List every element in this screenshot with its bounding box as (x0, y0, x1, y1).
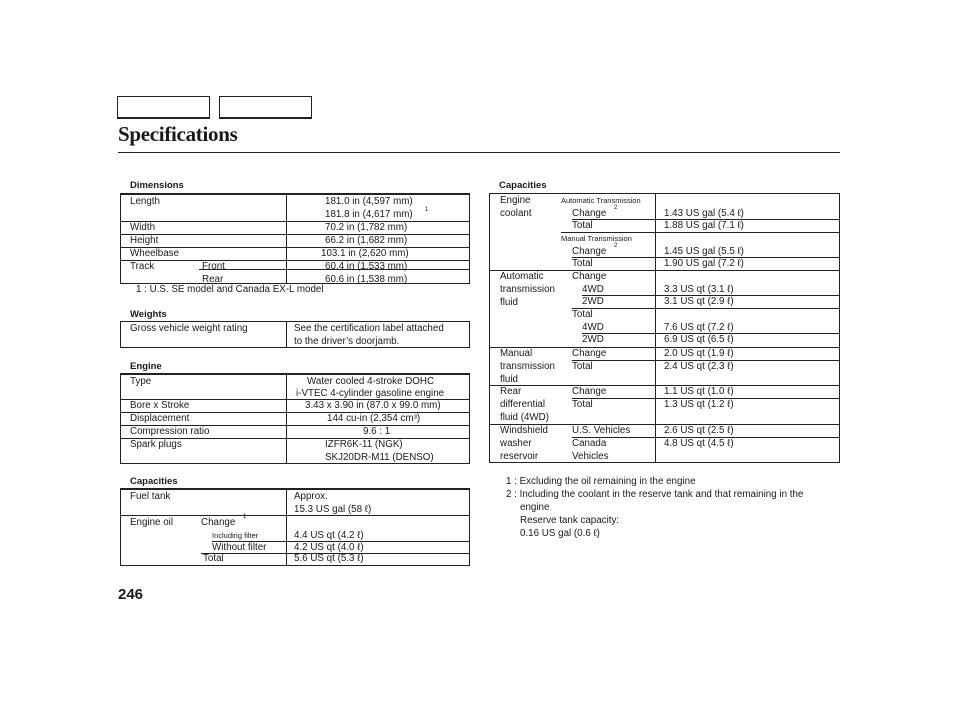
gvwr-value-line1: See the certification label attached (294, 323, 444, 334)
canada-label-line1: Canada (572, 438, 607, 449)
at-coolant-total-label: Total (572, 220, 593, 231)
bore-stroke-label: Bore x Stroke (130, 400, 190, 411)
dimensions-footnote: 1 : U.S. SE model and Canada EX-L model (136, 284, 324, 295)
washer-label-line1: Windshield (500, 425, 548, 436)
spark-plugs-value-line1: IZFR6K-11 (NGK) (325, 439, 403, 450)
capacities-note-2-line4: 0.16 US gal (0.6 ℓ) (520, 528, 600, 539)
table-row (121, 221, 469, 234)
table-row (121, 260, 469, 273)
capacities-right-table (489, 193, 840, 463)
bore-stroke-value: 3.43 x 3.90 in (87.0 x 99.0 mm) (305, 400, 441, 411)
capacities-note-1: 1 : Excluding the oil remaining in the engine (506, 476, 696, 487)
capacities-left-table (120, 488, 470, 566)
oil-total-value: 5.6 US qt (5.3 ℓ) (294, 553, 364, 564)
footnote-2-marker: 2 (614, 205, 618, 211)
at-coolant-total-value: 1.88 US gal (7.1 ℓ) (664, 220, 744, 231)
rdf-total-label: Total (572, 399, 593, 410)
track-label: Track (130, 261, 155, 272)
track-front-label: Front (202, 261, 225, 272)
type-value-line2: i-VTEC 4-cylinder gasoline engine (296, 388, 445, 399)
spark-plugs-value-line2: SKJ20DR-M11 (DENSO) (325, 452, 434, 463)
col-divider (286, 322, 287, 347)
row-divider (572, 308, 839, 309)
mtf-label-line1: Manual (500, 348, 533, 359)
page-number: 246 (118, 586, 144, 603)
row-divider (199, 269, 469, 270)
table-row (121, 438, 469, 463)
table-row (121, 425, 469, 438)
track-rear-value: 60.6 in (1,538 mm) (325, 274, 408, 285)
atf-total-2wd-value: 6.9 US qt (6.5 ℓ) (664, 334, 734, 345)
compression-value: 9.6 : 1 (363, 426, 391, 437)
without-filter-label: Without filter (212, 542, 267, 553)
fuel-tank-value: 15.3 US gal (58 ℓ) (294, 504, 372, 515)
us-vehicles-label: U.S. Vehicles (572, 425, 631, 436)
atf-label-line1: Automatic (500, 271, 544, 282)
mtf-total-value: 2.4 US qt (2.3 ℓ) (664, 361, 734, 372)
capacities-right-heading: Capacities (499, 180, 547, 191)
engine-heading: Engine (130, 361, 162, 372)
canada-label-line2: Vehicles (572, 451, 609, 462)
mtf-label-line3: fluid (500, 374, 518, 385)
without-filter-value: 4.2 US qt (4.0 ℓ) (294, 542, 364, 553)
height-label: Height (130, 235, 159, 246)
wheelbase-value: 103.1 in (2,620 mm) (321, 248, 409, 259)
washer-us-value: 2.6 US qt (2.5 ℓ) (664, 425, 734, 436)
wheelbase-label: Wheelbase (130, 248, 180, 259)
mt-coolant-change-label: Change (572, 246, 607, 257)
mtf-label-line2: transmission (500, 361, 555, 372)
atf-total-4wd-label: 4WD (582, 322, 604, 333)
track-rear-label: Rear (202, 274, 224, 285)
displacement-value: 144 cu-in (2,354 cm³) (327, 413, 421, 424)
rdf-total-value: 1.3 US qt (1.2 ℓ) (664, 399, 734, 410)
coolant-label-line1: Engine (500, 195, 531, 206)
mt-coolant-total-label: Total (572, 258, 593, 269)
capacities-note-2-line3: Reserve tank capacity: (520, 515, 620, 526)
capacities-note-2-line2: engine (520, 502, 550, 513)
coolant-label-line2: coolant (500, 208, 532, 219)
dimensions-heading: Dimensions (130, 180, 184, 191)
washer-label-line3: reservoir (500, 451, 539, 462)
capacities-note-2-line1: 2 : Including the coolant in the reserve tank and that remaining in the (506, 489, 804, 500)
at-coolant-change-value: 1.43 US gal (5.4 ℓ) (664, 208, 744, 219)
rdf-label-line1: Rear (500, 386, 522, 397)
atf-total-2wd-label: 2WD (582, 334, 604, 345)
footnote-1-marker: 1 (243, 514, 247, 520)
nav-tab-1[interactable] (117, 96, 210, 119)
engine-oil-label: Engine oil (130, 517, 174, 528)
mtf-total-label: Total (572, 361, 593, 372)
footnote-2-marker: 2 (614, 243, 618, 249)
nav-tab-2[interactable] (219, 96, 312, 119)
including-filter-label: Including filter (212, 531, 259, 540)
atf-label-line3: fluid (500, 297, 518, 308)
gvwr-label: Gross vehicle weight rating (130, 323, 248, 334)
including-filter-value: 4.4 US qt (4.2 ℓ) (294, 530, 364, 541)
table-row (121, 234, 469, 247)
automatic-transmission-label: Automatic Transmission (561, 196, 641, 205)
atf-total-label: Total (572, 309, 593, 320)
atf-change-4wd-label: 4WD (582, 284, 604, 295)
mt-coolant-total-value: 1.90 US gal (7.2 ℓ) (664, 258, 744, 269)
manual-transmission-label: Manual Transmission (561, 234, 632, 243)
table-row (121, 412, 469, 425)
table-row (121, 374, 469, 399)
mtf-change-value: 2.0 US qt (1.9 ℓ) (664, 348, 734, 359)
atf-total-4wd-value: 7.6 US qt (7.2 ℓ) (664, 322, 734, 333)
track-front-value: 60.4 in (1,533 mm) (325, 261, 408, 272)
mt-coolant-change-value: 1.45 US gal (5.5 ℓ) (664, 246, 744, 257)
oil-change-label: Change (201, 517, 236, 528)
rdf-label-line3: fluid (4WD) (500, 412, 549, 423)
col-divider (655, 194, 656, 462)
rdf-label-line2: differential (500, 399, 546, 410)
engine-table (120, 373, 470, 464)
length-label: Length (130, 196, 160, 207)
capacities-left-heading: Capacities (130, 476, 178, 487)
dimensions-table (120, 193, 470, 284)
weights-heading: Weights (130, 309, 167, 320)
table-row (121, 194, 469, 221)
page-title: Specifications (118, 122, 238, 146)
spark-plugs-label: Spark plugs (130, 439, 182, 450)
atf-label-line2: transmission (500, 284, 555, 295)
type-value-line1: Water cooled 4-stroke DOHC (307, 376, 435, 387)
mtf-change-label: Change (572, 348, 607, 359)
compression-label: Compression ratio (130, 426, 210, 437)
fuel-tank-label: Fuel tank (130, 491, 171, 502)
atf-change-2wd-value: 3.1 US qt (2.9 ℓ) (664, 296, 734, 307)
footnote-1-marker: 1 (425, 207, 429, 213)
length-value-1: 181.0 in (4,597 mm) (325, 196, 413, 207)
table-row (121, 489, 469, 515)
gvwr-value-line2: to the driver’s doorjamb. (294, 336, 400, 347)
width-value: 70.2 in (1,782 mm) (325, 222, 408, 233)
weights-table (120, 321, 470, 348)
title-divider (118, 152, 840, 153)
table-row (121, 399, 469, 412)
atf-change-4wd-value: 3.3 US qt (3.1 ℓ) (664, 284, 734, 295)
washer-canada-value: 4.8 US qt (4.5 ℓ) (664, 438, 734, 449)
washer-label-line2: washer (500, 438, 532, 449)
length-value-2: 181.8 in (4,617 mm) (325, 209, 413, 220)
fuel-tank-approx: Approx. (294, 491, 328, 502)
table-row (121, 515, 469, 565)
displacement-label: Displacement (130, 413, 190, 424)
oil-total-label: Total (203, 553, 224, 564)
height-value: 66.2 in (1,682 mm) (325, 235, 408, 246)
atf-change-label: Change (572, 271, 607, 282)
table-row (121, 247, 469, 260)
width-label: Width (130, 222, 156, 233)
rdf-change-value: 1.1 US qt (1.0 ℓ) (664, 386, 734, 397)
rdf-change-label: Change (572, 386, 607, 397)
atf-change-2wd-label: 2WD (582, 296, 604, 307)
type-label: Type (130, 376, 152, 387)
at-coolant-change-label: Change (572, 208, 607, 219)
